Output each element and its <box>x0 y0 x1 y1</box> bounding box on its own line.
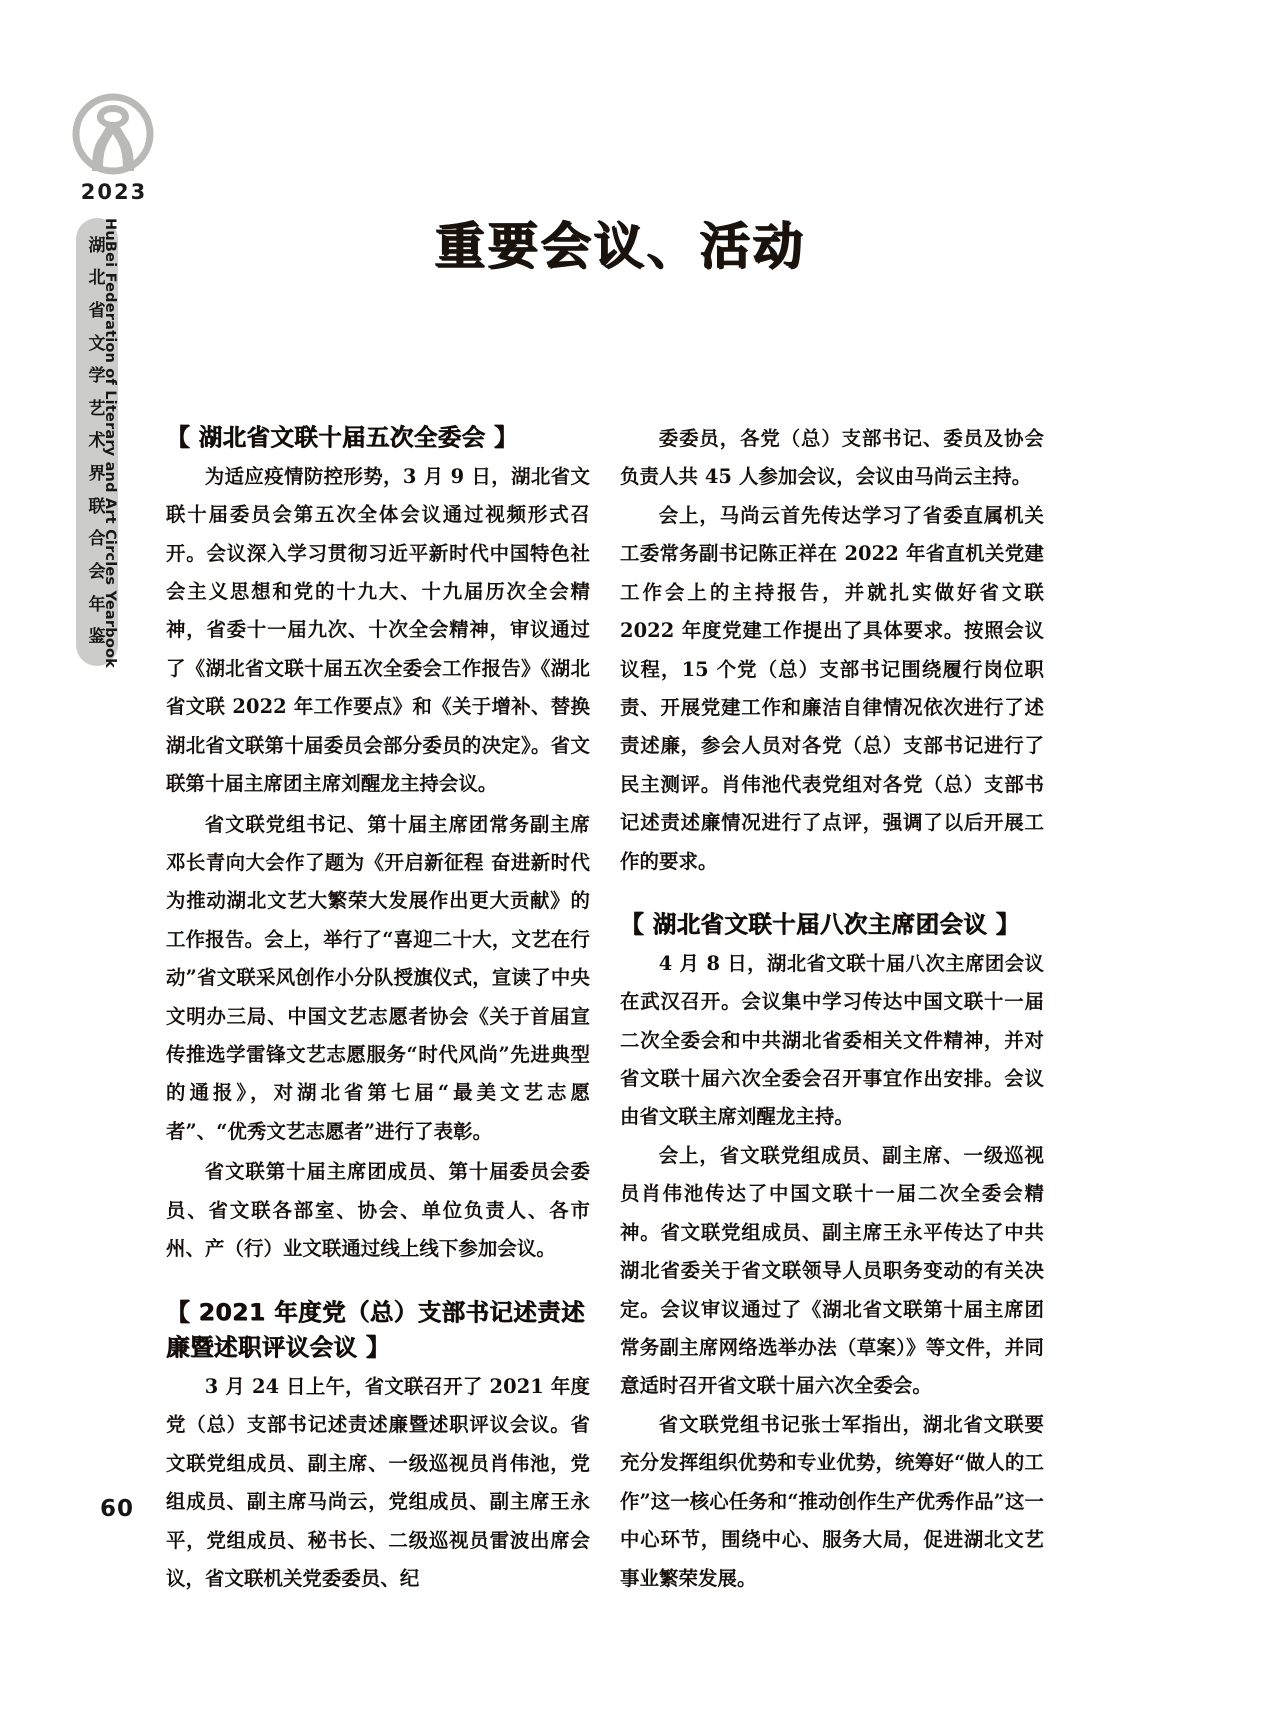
section-heading-quanweihui: 【 湖北省文联十届五次全委会 】 <box>166 423 518 451</box>
column-right <box>620 420 1044 1598</box>
rail-char: 界 <box>88 464 106 485</box>
rail-char: 合 <box>88 529 106 550</box>
section-spacer <box>166 1269 590 1295</box>
paragraph: 4 月 8 日，湖北省文联十届八次主席团会议在武汉召开。会议集中学习传达中国文联十一届二次全委会和中共湖北省委相关文件精神，并对省文联十届六次全委会召开事宜作出安排。会议由省文联主席刘醒龙主持。 <box>620 951 1044 1129</box>
page-title: 重要会议、活动 <box>434 217 806 275</box>
rail-char: 文 <box>88 333 106 354</box>
paragraph: 会上，省文联党组成员、副主席、一级巡视员肖伟池传达了中国文联十一届二次全委会精神。省文联党组成员、副主席王永平传达了中共湖北省委关于省文联领导人员职务变动的有关决定。会议审议通过了《湖北省文联第十届主席团常务副主席网络选举办法（草案）》等文件，并同意适时召开省文联十届六次全委会。 <box>620 1143 1044 1398</box>
section-heading-shuzhi-pingyi: 【 2021 年度党（总）支部书记述责述廉暨述职评议会议 】 <box>166 1297 585 1362</box>
rail-char: 年 <box>88 594 106 615</box>
rail-char: 省 <box>88 300 106 321</box>
rail-char: 术 <box>88 431 106 452</box>
rail-title-english: HuBei Federation of Literary and Art Circles Yearbook <box>102 218 118 668</box>
paragraph: 省文联党组书记、第十届主席团常务副主席邓长青向大会作了题为《开启新征程 奋进新时代 为推动湖北文艺大繁荣大发展作出更大贡献》的工作报告。会上，举行了“喜迎二十大，文艺在行动”省文联采风创作小分队授旗仪式，宣读了中央文明办三局、中国文艺志愿者协会《关于首届宣传推选学雷锋文艺志愿服务“时代风尚”先进典型的通报》，对湖北省第七届“最美文艺志愿者”、“优秀文艺志愿者”进行了表彰。 <box>166 812 590 1143</box>
paragraph: 省文联第十届主席团成员、第十届委员会委员、省文联各部室、协会、单位负责人、各市州、产（行）业文联通过线上线下参加会议。 <box>166 1160 590 1261</box>
rail-char: 会 <box>88 562 106 583</box>
federation-emblem-icon <box>70 92 156 180</box>
rail-char: 鉴 <box>88 627 106 648</box>
paragraph: 3 月 24 日上午，省文联召开了 2021 年度党（总）支部书记述责述廉暨述职评议会议。省文联党组成员、副主席、一级巡视员肖伟池，党组成员、副主席马尚云，党组成员、副主席王永平，党组成员、秘书长、二级巡视员雷波出席会议，省文联机关党委委员、纪 <box>166 1375 590 1591</box>
rail-char: 北 <box>88 268 106 289</box>
paragraph-continued: 委委员，各党（总）支部书记、委员及协会负责人共 45 人参加会议，会议由马尚云主持。 <box>620 427 1044 489</box>
column-left <box>166 420 590 1599</box>
rail-char: 湖 <box>88 235 106 256</box>
left-margin-rail <box>62 92 172 712</box>
page-number: 60 <box>100 1496 135 1522</box>
section-spacer <box>620 881 1044 907</box>
paragraph: 会上，马尚云首先传达学习了省委直属机关工委常务副书记陈正祥在 2022 年省直机关党建工作会上的主持报告，并就扎实做好省文联 2022 年度党建工作提出了具体要求。按照会议议程，15 个党（总）支部书记围绕履行岗位职责、开展党建工作和廉洁自律情况依次进行了述责述廉，参会人员对各党（总）支部书记进行了民主测评。肖伟池代表党组对各党（总）支部书记述责述廉情况进行了点评，强调了以后开展工作的要求。 <box>620 503 1044 873</box>
rail-char: 学 <box>88 366 106 387</box>
paragraph: 省文联党组书记张士军指出，湖北省文联要充分发挥组织优势和专业优势，统筹好“做人的工作”这一核心任务和“推动创作生产优秀作品”这一中心环节，围绕中心、服务大局，促进湖北文艺事业繁荣发展。 <box>620 1412 1044 1590</box>
paragraph: 为适应疫情防控形势，3 月 9 日，湖北省文联十届委员会第五次全体会议通过视频形式召开。会议深入学习贯彻习近平新时代中国特色社会主义思想和党的十九大、十九届历次全会精神，省委十一届九次、十次全会精神，审议通过了《湖北省文联十届五次全委会工作报告》《湖北省文联 2022 年工作要点》和《关于增补、替换湖北省文联第十届委员会部分委员的决定》。省文联第十届主席团主席刘醒龙主持会议。 <box>166 464 590 796</box>
rail-char: 联 <box>88 496 106 517</box>
section-heading-zhuxituan-huiyi: 【 湖北省文联十届八次主席团会议 】 <box>620 910 1020 939</box>
yearbook-year: 2023 <box>80 180 148 204</box>
rail-char: 艺 <box>88 398 106 419</box>
